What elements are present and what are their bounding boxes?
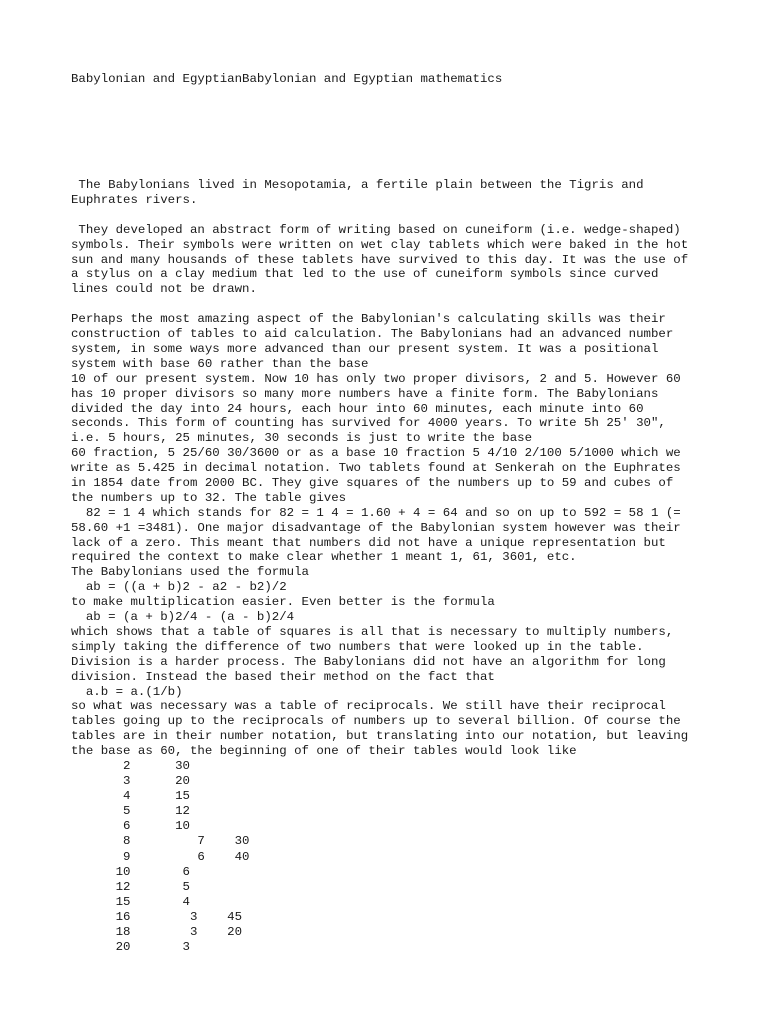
paragraph-mesopotamia (71, 178, 711, 208)
text-line: symbols. Their symbols were written on wet clay tablets which were baked in the hot (71, 237, 689, 252)
text-line: division. Instead the based their method on the fact that (71, 669, 495, 684)
paragraph-tables (71, 312, 711, 955)
text-line: Euphrates rivers. (71, 192, 198, 207)
text-line: Division is a harder process. The Babylonians did not have an algorithm for long (71, 654, 666, 669)
text-line: They developed an abstract form of writing based on cuneiform (i.e. wedge-shaped) (71, 222, 681, 237)
text-line: the base as 60, the beginning of one of their tables would look like (71, 744, 577, 759)
text-line: 58.60 +1 =3481). One major disadvantage of the Babylonian system however was their (71, 520, 681, 535)
text-line: has 10 proper divisors so many more numbers have a finite form. The Babylonians (71, 386, 659, 401)
text-line: system with base 60 rather than the base (71, 356, 369, 371)
formula-line: ab = ((a + b)2 - a2 - b2)/2 (71, 580, 287, 595)
text-line: to make multiplication easier. Even better is the formula (71, 595, 495, 610)
text-line: lines could not be drawn. (71, 282, 257, 297)
reciprocal-table-row: 8 7 30 (71, 834, 250, 849)
reciprocal-table-row: 5 12 (71, 804, 190, 819)
text-line: divided the day into 24 hours, each hour into 60 minutes, each minute into 60 (71, 401, 644, 416)
text-line: tables are in their number notation, but translating into our notation, but leaving (71, 729, 689, 744)
text-line: i.e. 5 hours, 25 minutes, 30 seconds is just to write the base (71, 431, 533, 446)
text-line: The Babylonians lived in Mesopotamia, a fertile plain between the Tigris and (71, 178, 644, 192)
reciprocal-table-row: 3 20 (71, 774, 190, 789)
reciprocal-table-row: 20 3 (71, 940, 190, 955)
paragraph-cuneiform (71, 223, 711, 297)
reciprocal-table (71, 759, 711, 955)
text-line: tables going up to the reciprocals of numbers up to several billion. Of course the (71, 714, 681, 729)
reciprocal-table-row: 12 5 (71, 879, 190, 894)
text-line: the numbers up to 32. The table gives (71, 490, 347, 505)
text-line: lack of a zero. This meant that numbers did not have a unique representation but (71, 535, 666, 550)
document-title: Babylonian and EgyptianBabylonian and Egyptian mathematics (71, 72, 503, 86)
reciprocal-table-row: 18 3 20 (71, 924, 243, 939)
reciprocal-table-row: 10 6 (71, 864, 190, 879)
reciprocal-table-row: 6 10 (71, 819, 190, 834)
text-line: simply taking the difference of two numbers that were looked up in the table. (71, 639, 644, 654)
text-line: required the context to make clear whether 1 meant 1, 61, 3601, etc. (71, 550, 577, 565)
text-line: which shows that a table of squares is all that is necessary to multiply numbers, (71, 624, 674, 639)
text-line: 60 fraction, 5 25/60 30/3600 or as a base 10 fraction 5 4/10 2/100 5/1000 which we (71, 446, 681, 461)
text-line: construction of tables to aid calculation. The Babylonians had an advanced number (71, 327, 674, 342)
text-line: sun and many housands of these tablets have survived to this day. It was the use of (71, 252, 689, 267)
formula-line: a.b = a.(1/b) (71, 684, 183, 699)
reciprocal-table-row: 9 6 40 (71, 849, 250, 864)
text-line: seconds. This form of counting has survived for 4000 years. To write 5h 25' 30", (71, 416, 666, 431)
text-line: write as 5.425 in decimal notation. Two tablets found at Senkerah on the Euphrates (71, 461, 681, 476)
text-line: a stylus on a clay medium that led to the use of cuneiform symbols since curved (71, 267, 659, 282)
reciprocal-table-row: 2 30 (71, 758, 190, 773)
text-line: system, in some ways more advanced than our present system. It was a positional (71, 342, 659, 357)
reciprocal-table-row: 16 3 45 (71, 909, 243, 924)
reciprocal-table-row: 15 4 (71, 894, 190, 909)
text-line: in 1854 date from 2000 BC. They give squares of the numbers up to 59 and cubes of (71, 476, 674, 491)
text-line: 10 of our present system. Now 10 has only two proper divisors, 2 and 5. However 60 (71, 371, 681, 386)
reciprocal-table-row: 4 15 (71, 789, 190, 804)
text-line: 82 = 1 4 which stands for 82 = 1 4 = 1.60 + 4 = 64 and so on up to 592 = 58 1 (= (71, 505, 681, 520)
formula-line: ab = (a + b)2/4 - (a - b)2/4 (71, 610, 295, 625)
text-line: so what was necessary was a table of reciprocals. We still have their reciprocal (71, 699, 666, 714)
document-body (71, 178, 711, 970)
text-line: The Babylonians used the formula (71, 565, 309, 580)
text-line: Perhaps the most amazing aspect of the Babylonian's calculating skills was their (71, 312, 666, 327)
